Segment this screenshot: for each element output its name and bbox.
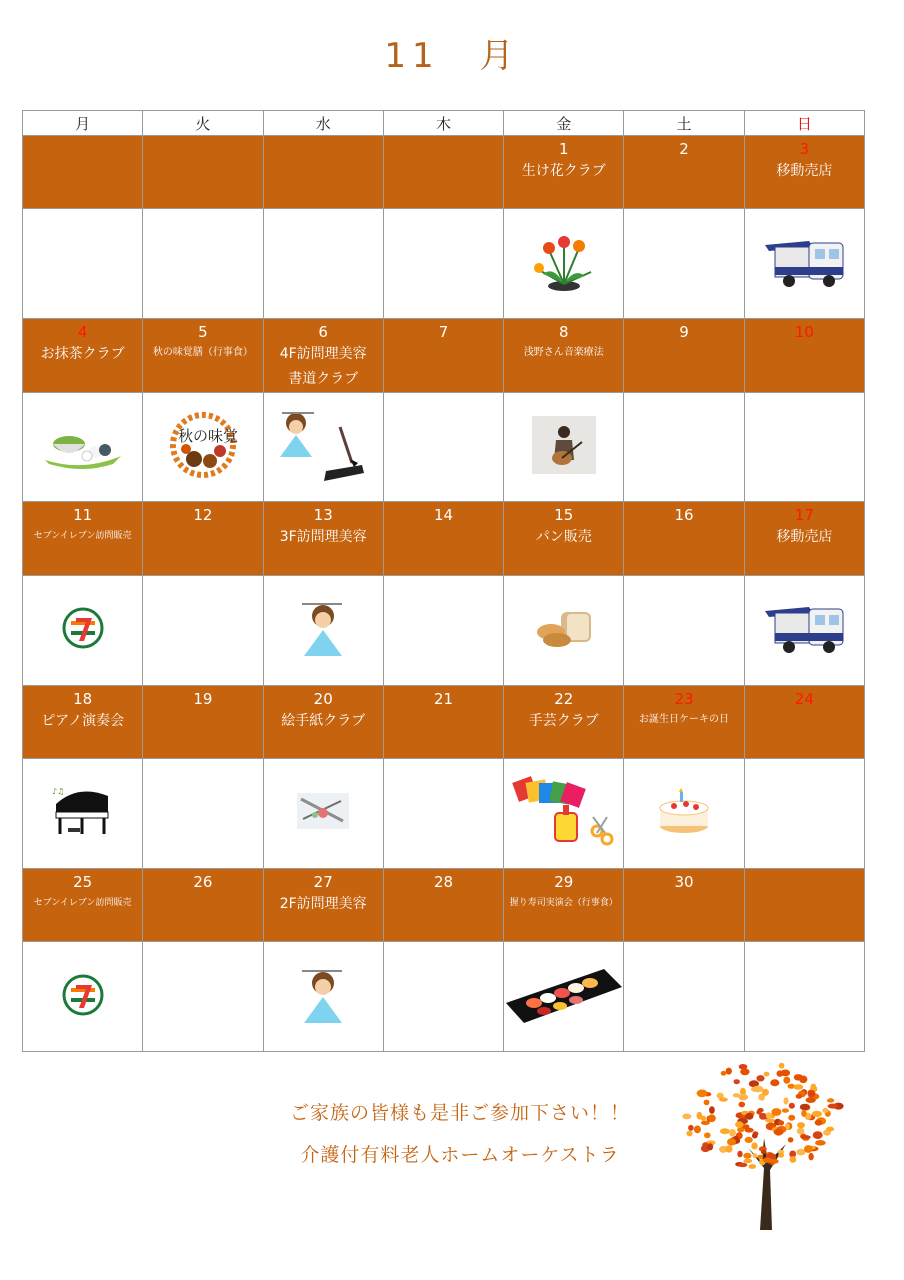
weekday-thu: 木 [383,111,503,136]
leaf-shape [780,1070,790,1077]
leaf-shape [739,1102,746,1108]
event-label: お誕生日ケーキの日 [639,713,730,725]
day-cell [383,319,503,392]
leaf-shape [737,1151,742,1158]
leaf-shape [815,1140,826,1146]
day-image-cell [263,392,383,502]
day-cell [263,868,383,941]
day-number: 29 [554,872,574,891]
day-number: 23 [674,689,694,708]
leaf-shape [800,1104,810,1111]
day-cell [143,136,263,209]
day-cell [263,319,383,392]
day-cell [383,502,503,575]
leaf-shape [771,1108,781,1116]
event-label: 移動売店 [776,529,833,546]
craft-paper-glue-scissors-icon [509,773,619,853]
day-number: 14 [433,506,454,525]
day-number: 9 [679,323,689,342]
grand-piano-icon [48,784,118,842]
day-image-cell [504,942,624,1052]
ikebana-icon [529,230,599,298]
day-image-cell [744,209,864,319]
seven-eleven-logo-icon [62,607,104,653]
day-image-cell [143,758,263,868]
leaf-shape [784,1097,789,1104]
leaf-shape [766,1112,772,1119]
leaf-shape [745,1113,753,1120]
leaf-shape [707,1143,713,1150]
event-label: 3F訪問理美容 [279,529,367,546]
day-image-cell [504,209,624,319]
day-image-cell [383,209,503,319]
matcha-icon [43,418,123,476]
footer-facility-name: 介護付有料老人ホームオーケストラ [300,1144,620,1166]
leaf-shape [826,1127,834,1132]
week-events-row [23,136,865,209]
leaf-shape [801,1110,806,1117]
day-image-cell [23,758,143,868]
day-number: 27 [313,872,333,891]
mobile-shop-truck-icon [761,233,847,295]
leaf-shape [701,1121,710,1125]
event-label: ピアノ演奏会 [41,712,125,729]
day-number: 7 [438,323,449,342]
week-image-row [23,209,865,319]
leaf-shape [743,1159,752,1163]
day-number: 17 [794,506,814,525]
leaf-shape [740,1068,749,1075]
leaf-shape [745,1128,754,1133]
day-cell [383,136,503,209]
leaf-shape [779,1063,785,1069]
day-number: 1 [558,140,569,158]
day-cell [263,685,383,758]
event-label: 握り寿司実演会（行事食） [509,897,618,908]
leaf-shape [761,1150,766,1154]
day-image-cell [744,758,864,868]
day-image-cell [383,942,503,1052]
day-cell [23,868,143,941]
leaf-shape [807,1090,815,1097]
day-image-cell [23,209,143,319]
week-events-row [23,502,865,575]
leaf-shape [827,1098,834,1102]
day-image-cell [383,758,503,868]
leaf-shape [790,1156,797,1163]
event-label: セブンイレブン訪問販売 [33,897,132,908]
day-number: 18 [73,689,93,708]
leaf-shape [737,1127,744,1132]
day-number: 12 [193,506,213,525]
calendar-grid [22,110,865,1052]
day-cell [624,319,744,392]
day-cell [263,136,383,209]
day-number: 10 [794,323,814,342]
sushi-platter-icon [504,963,624,1031]
event-label: お抹茶クラブ [40,346,125,363]
autumn-taste-label: 秋の味覚 [177,426,238,445]
autumn-taste-icon [164,411,242,483]
week-image-row [23,942,865,1052]
day-cell [23,685,143,758]
day-cell [624,685,744,758]
leaf-shape [743,1153,751,1159]
leaf-shape [782,1108,789,1112]
leaf-shape [758,1155,764,1159]
leaf-shape [682,1114,691,1120]
leaf-shape [753,1153,758,1158]
leaf-shape [789,1103,795,1109]
leaf-shape [793,1084,803,1090]
leaf-shape [726,1145,733,1152]
day-cell [624,868,744,941]
leaf-shape [797,1122,805,1128]
day-cell [23,502,143,575]
day-number: 28 [433,872,454,891]
day-number: 26 [193,872,213,891]
leaf-shape [686,1131,692,1137]
day-cell [263,502,383,575]
day-image-cell [744,575,864,685]
day-cell [744,685,864,758]
day-cell [504,868,624,941]
leaf-shape [806,1097,816,1103]
event-label: 書道クラブ [288,371,359,388]
day-image-cell [504,392,624,502]
leaf-shape [764,1072,770,1077]
day-image-cell [744,942,864,1052]
day-image-cell [23,575,143,685]
day-cell [744,502,864,575]
day-number: 20 [313,689,333,708]
day-cell [143,685,263,758]
day-cell [744,868,864,941]
birthday-cake-icon [656,788,712,838]
day-cell [744,319,864,392]
event-label: 4F訪問理美容 [279,346,367,363]
event-label: 生け花クラブ [521,163,606,179]
leaf-shape [720,1128,730,1134]
day-image-cell [23,392,143,502]
leaf-shape [808,1153,813,1160]
event-label: 秋の味覚膳（行事食） [152,347,253,359]
leaf-shape [704,1100,710,1106]
leaf-shape [734,1079,740,1084]
mobile-shop-truck-icon [761,599,847,661]
day-image-cell [383,392,503,502]
leaf-shape [812,1111,822,1117]
event-label: パン販売 [535,529,592,546]
leaf-shape [729,1129,736,1137]
bread-icon [533,606,595,654]
seven-eleven-logo-icon [62,974,104,1020]
autumn-tree-icon [668,1058,858,1233]
day-number: 2 [679,140,689,158]
leaf-shape [813,1131,823,1139]
week-events-row [23,685,865,758]
leaf-shape [794,1074,803,1080]
day-image-cell [504,575,624,685]
painting-brush-icon [295,791,351,835]
footer-invitation: ご家族の皆様も是非ご参加下さい！！ [289,1102,630,1124]
leaf-shape [751,1086,762,1092]
leaf-shape [788,1115,795,1121]
leaf-shape [801,1135,811,1139]
day-image-cell [143,575,263,685]
day-cell [504,502,624,575]
event-label: セブンイレブン訪問販売 [33,531,132,542]
day-number: 6 [318,323,328,342]
day-image-cell [263,942,383,1052]
leaf-shape [735,1121,743,1128]
day-number: 30 [674,872,694,891]
day-image-cell [143,209,263,319]
day-image-cell [383,575,503,685]
haircut-icon [298,965,348,1029]
leaf-shape [751,1143,757,1150]
day-image-cell [143,392,263,502]
leaf-shape [752,1133,758,1138]
leaf-shape [756,1110,761,1115]
day-cell [744,136,864,209]
day-cell [624,136,744,209]
leaf-shape [708,1114,716,1122]
day-cell [624,502,744,575]
day-cell [383,868,503,941]
leaf-shape [738,1163,748,1167]
weekday-tue: 火 [143,111,263,136]
haircut-calligraphy-icon [274,407,372,487]
weekday-wed: 水 [263,111,383,136]
leaf-shape [774,1129,784,1136]
leaf-shape [727,1138,736,1145]
page-title: 11 月 [384,36,520,76]
leaf-shape [721,1071,727,1076]
leaf-shape [719,1097,728,1101]
svg-text:♪♫: ♪♫ [51,787,64,797]
day-image-cell [624,392,744,502]
leaf-shape [815,1120,823,1126]
day-number: 11 [73,506,93,525]
event-label: 浅野さん音楽療法 [523,347,604,359]
day-image-cell [624,758,744,868]
leaf-shape [822,1108,828,1113]
day-image-cell [23,942,143,1052]
day-image-cell [263,575,383,685]
day-number: 24 [794,689,814,708]
leaf-shape [745,1137,753,1143]
week-events-row [23,868,865,941]
leaf-shape [697,1112,703,1120]
leaf-shape [804,1145,813,1153]
leaf-shape [770,1079,779,1086]
day-image-cell [504,758,624,868]
leaf-shape [709,1106,715,1114]
day-image-cell [624,209,744,319]
day-number: 5 [198,323,208,342]
weekday-mon: 月 [23,111,143,136]
day-cell [504,136,624,209]
day-image-cell [624,575,744,685]
leaf-shape [778,1120,784,1125]
event-label: 移動売店 [776,163,833,179]
event-label: 絵手紙クラブ [281,712,366,729]
day-number: 22 [554,689,574,708]
weekday-sun: 日 [744,111,864,136]
week-image-row [23,575,865,685]
event-label: 手芸クラブ [528,712,599,729]
event-label: 2F訪問理美容 [279,895,367,912]
day-number: 13 [313,506,333,525]
day-cell [504,685,624,758]
leaf-shape [704,1132,711,1138]
leaf-shape [828,1104,839,1109]
day-number: 15 [554,506,574,525]
leaf-shape [749,1164,757,1169]
day-image-cell [143,942,263,1052]
day-cell [383,685,503,758]
week-image-row [23,758,865,868]
leaf-shape [778,1153,784,1158]
weekday-header-row [23,111,865,136]
day-number: 16 [674,506,694,525]
day-image-cell [624,942,744,1052]
leaf-shape [788,1137,794,1142]
day-number: 3 [799,140,810,158]
weekday-fri: 金 [504,111,624,136]
leaf-shape [765,1119,775,1123]
leaf-shape [694,1126,701,1134]
leaf-shape [738,1094,748,1101]
haircut-icon [298,598,348,662]
leaf-shape [763,1157,772,1163]
weekday-sat: 土 [624,111,744,136]
day-number: 19 [193,689,213,708]
day-number: 8 [558,323,569,342]
leaf-shape [796,1094,802,1099]
day-cell [23,136,143,209]
day-image-cell [744,392,864,502]
leaf-shape [697,1090,708,1098]
day-number: 4 [77,323,88,342]
day-cell [143,319,263,392]
leaf-shape [688,1125,694,1131]
week-image-row [23,392,865,502]
day-number: 21 [433,689,454,708]
leaf-shape [783,1077,790,1084]
day-cell [504,319,624,392]
guitar-player-icon [532,416,596,478]
day-image-cell [263,209,383,319]
day-cell [143,502,263,575]
day-image-cell [263,758,383,868]
leaf-shape [726,1068,732,1075]
week-events-row [23,319,865,392]
day-number: 25 [73,872,93,891]
day-cell [143,868,263,941]
leaf-shape [797,1128,805,1135]
leaf-shape [756,1075,764,1081]
day-cell [23,319,143,392]
